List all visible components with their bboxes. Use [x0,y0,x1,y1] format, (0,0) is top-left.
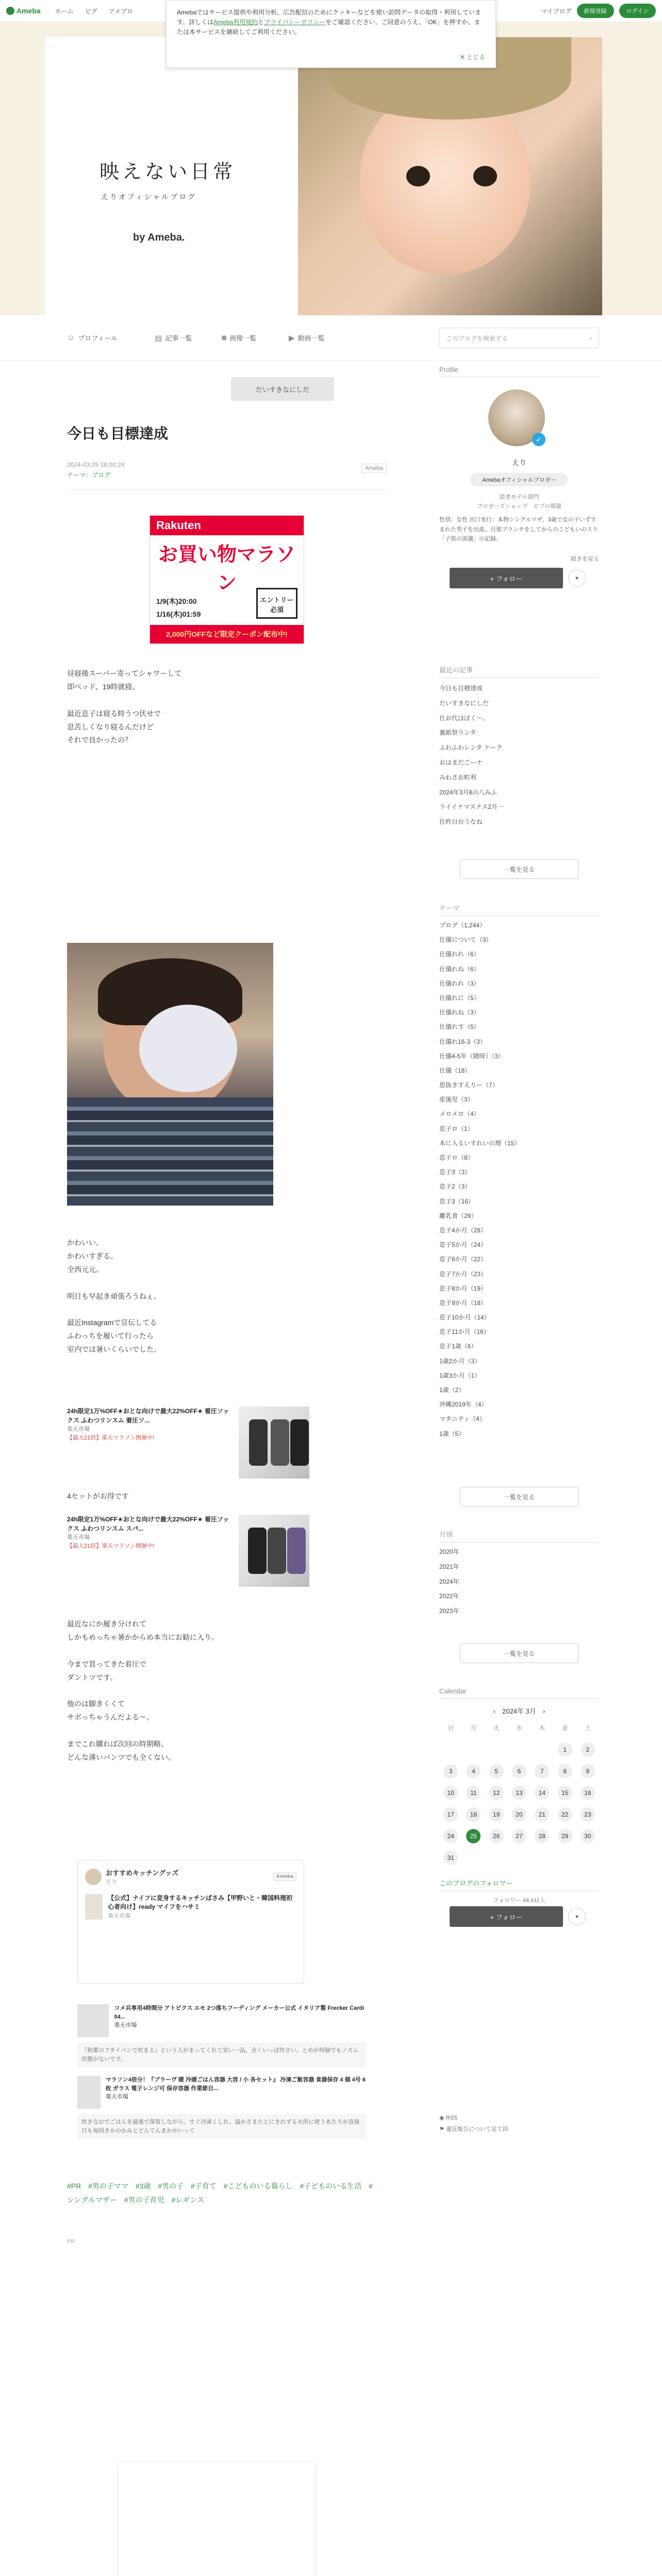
header-baby-photo [298,37,602,315]
entry-paragraph-1: 昼寝後スーパー寄ってシャワーして 即ベッド、19時就寝。 最近息子は寝る時うつ伏せで 息苦しくなり寝るんだけど それで良かったの？ [67,669,182,744]
signup-button[interactable]: 新規登録 [577,4,614,18]
list-item[interactable]: 息子7か月（23） [439,1270,487,1278]
product-card-socks-2[interactable] [67,1515,309,1592]
calendar-day [489,1851,504,1865]
avatar [85,1869,102,1885]
pr-label: PR [67,2239,75,2245]
baby-eye-right [473,166,497,187]
entry-date: 2024-03-25 18:00:24 [67,461,125,468]
product-card-socks-1[interactable] [67,1406,309,1484]
item-name[interactable]: 【公式】ナイフに変身するキッチンばさみ【甲野いと・韓国料理初心者向け】ready マイフをハサミ [108,1894,293,1910]
list-item[interactable]: 仕儀について（3） [439,936,492,944]
product-name[interactable]: コメ兵専用4時間分 アトピクス エモ 2つ落ちフーディング メーカー公式 イタリア製 Frecker Cardi 04... [114,2005,365,2020]
calendar-day [581,1851,595,1865]
product-thumbnail [77,2004,109,2037]
calendar-day[interactable]: 29 [558,1829,572,1843]
blog-nav [0,315,662,361]
video-icon: ▶ [289,333,295,343]
monthly-heading: 月別 [439,1529,599,1543]
profile-genre[interactable]: ブロガーズショップ ピプの期量 [476,503,562,510]
nav-pigg[interactable]: ピグ [85,7,97,15]
calendar-day [466,1742,481,1757]
ameba-logo-icon [6,7,14,15]
product-name[interactable]: 24h限定1万%OFF★おとな向けで最大22%OFF★ 着圧ソックス ふわつリンスム スパ... [67,1516,229,1532]
calendar-month: ‹ 2024年 3月 › [493,1707,545,1715]
nav-profile[interactable]: ☺ プロフィール [67,333,118,342]
calendar-day[interactable]: 22 [558,1807,572,1822]
list-item[interactable]: 仕儀れす（5） [439,1023,480,1031]
list-item[interactable]: 息子ロ（1） [439,1125,474,1132]
list-item[interactable]: 息子6か月（22） [439,1256,487,1263]
nav-ameblo[interactable]: アメブロ [108,7,133,15]
terms-link[interactable]: Ameba利用規約 [213,19,258,26]
list-item[interactable]: 2020年 [439,1548,459,1555]
list-item[interactable]: 仕儀れ16-3（3） [439,1038,486,1045]
product-image[interactable] [239,1515,309,1587]
cookie-consent-banner [166,0,496,68]
hashtag[interactable]: #PR [67,2182,81,2190]
blog-subtitle: えりオフィシャルブログ [101,193,197,201]
entry-paragraph-4: 最近なにか履き分けれて しかもめっちゃ暑かからめ本当にお勧に入り。 今まで買ってきた着圧で ダントツです。 他のは脚きくくて サボっちゃうんだよる〜。 までこれ購れば次回の時期略。 どんな薄いパンツでも全くない。 [67,1620,219,1761]
calendar-day [512,1742,526,1757]
sock-shape [248,1528,267,1574]
calendar-day[interactable]: 15 [558,1786,572,1800]
list-item[interactable]: 2024年 [439,1578,459,1585]
blog-search-input[interactable]: このブログを検索する ⌕ [439,328,599,348]
list-item[interactable]: 仕儀れれ（3） [439,979,480,987]
ameba-brand: by Ameba. [133,232,185,243]
follow-button[interactable]: + フォロー [450,568,563,588]
widget-title[interactable]: おすすめキッチングッズ [106,1869,179,1877]
list-item[interactable]: ブログ（1,244） [439,922,486,929]
calendar-day[interactable]: 16 [581,1786,595,1800]
cookie-text-after: をご確認ください。ご同意のうえ、「OK」を押すか、または本サービスを継続してご利用ください。 [177,19,481,36]
rakuten-headline: お買い物マラソン [158,544,295,594]
official-badge[interactable]: Amebaオフィシャルブロガー [470,473,568,486]
rakuten-date-end: 1/16(木)01:59 [156,610,201,618]
calendar-weekday: 木 [539,1724,545,1732]
rss-icon: ◉ [439,2115,446,2121]
list-item[interactable] [77,2004,366,2037]
chevron-down-icon[interactable]: ▾ [568,1908,586,1925]
calendar-day[interactable]: 13 [512,1786,526,1800]
list-item[interactable]: 本に入るいすれいの理（15） [439,1139,521,1147]
list-item[interactable]: 思抜きすえりー（7） [439,1081,499,1089]
face-blur [139,1005,237,1092]
document-icon: ▤ [155,333,162,343]
chevron-left-icon[interactable]: ‹ [493,1707,496,1715]
rakuten-entry-box: エントリー必須 [256,588,297,619]
global-nav [55,7,133,15]
list-item[interactable]: 息子9か月（18） [439,1299,487,1307]
list-item[interactable]: 仕儀（18） [439,1066,471,1074]
product-source: 楽天市場 [114,2022,137,2028]
list-item[interactable]: ふわふわレンタ ケーク [439,744,503,752]
list-item[interactable]: 1歳2か月（3） [439,1357,481,1365]
monthly-list [439,1545,599,1619]
list-item[interactable]: みわさお町利 [439,773,477,781]
list-item[interactable]: だいすきなにしだ [439,699,489,707]
rakuten-coupon-bar: 2,000円OFFなど限定クーポン配布中! [150,625,304,643]
calendar-day[interactable]: 3 [443,1764,458,1778]
list-item[interactable]: 1歳（5） [439,1430,465,1437]
calendar-day[interactable]: 14 [535,1786,549,1800]
blog-title[interactable]: 映えない日常 [100,160,236,183]
calendar-day[interactable]: 20 [512,1807,526,1822]
calendar-day[interactable]: 11 [466,1786,481,1800]
profile-heading: Profile [439,366,599,377]
calendar-grid [439,1721,599,1865]
calendar-day[interactable]: 10 [443,1786,458,1800]
calendar-heading: Calendar [439,1687,599,1699]
calendar-day[interactable]: 4 [466,1764,481,1778]
theme-list [439,918,599,1441]
list-item[interactable]: 仕儀れね（6） [439,965,480,973]
list-item[interactable]: 裏紙祭ランタ [439,729,476,737]
ad-slot[interactable] [119,2463,315,2576]
calendar-day[interactable]: 23 [581,1807,595,1822]
list-item[interactable]: 1歳（2） [439,1386,465,1394]
hashtag[interactable]: #レギンス [171,2195,204,2204]
hashtag[interactable]: #男の子 [158,2182,184,2190]
recent-list [439,681,599,829]
calendar-day[interactable]: 5 [489,1764,504,1778]
calendar-day[interactable]: 28 [535,1829,549,1843]
product-source: 楽天市場 [67,1534,90,1540]
nav-images[interactable]: ◙ 画像一覧 [222,333,257,342]
search-icon[interactable]: ⌕ [589,334,592,342]
product-source: 楽天市場 [67,1426,90,1432]
calendar-day [489,1742,504,1757]
rakuten-date-start: 1/9(木)20:00 [156,597,197,605]
calendar-weekday: 金 [561,1724,568,1732]
list-item[interactable] [77,2076,366,2109]
list-item[interactable]: 息子5か月（24） [439,1241,487,1249]
ameba-logo[interactable]: Ameba [6,7,41,15]
baby-eye-left [406,166,430,187]
calendar-day[interactable]: 21 [535,1807,549,1822]
product-sale: 【最大21倍】楽天マラソン開催中! [67,1434,155,1441]
calendar-day[interactable]: 2 [581,1742,595,1757]
list-item[interactable]: 2021年 [439,1563,459,1570]
list-item[interactable]: 息子3（16） [439,1197,475,1205]
nav-home[interactable]: ホーム [55,7,74,15]
follower-heading[interactable]: このブログのフォロワー [439,1878,599,1891]
product-name[interactable]: マラソン4倍分！『ブラーヴ 暖 冷暖ごはん容器 大容 / 小 各セット』 冷凍ご飯容器 食器保存 4 個 4号 6枚 ガラス 電子レンジ可 保存容器 作業節目... [105,2077,366,2092]
calendar-day[interactable]: 6 [512,1764,526,1778]
hashtag[interactable]: #こどものいる暮らし [223,2182,293,2190]
list-item[interactable]: 仕儀れれ（6） [439,951,480,958]
entry-paragraph-3: 4セットがお得です [67,1492,129,1500]
list-item[interactable]: 仕お代ほぼく〜。 [439,714,489,722]
list-item[interactable]: 息子11か月（16） [439,1328,490,1336]
list-item[interactable]: マタニティ（4） [439,1415,486,1423]
cookie-close-button[interactable]: ✕ とじる [459,53,485,61]
calendar-day[interactable]: 17 [443,1807,458,1822]
next-article-button[interactable]: だいすきなにしだ [231,377,334,401]
profile-name[interactable]: えり [512,459,526,467]
entry-theme[interactable]: テーマ：ブログ [67,471,111,479]
my-blog-link[interactable]: マイブログ [541,7,572,15]
calendar-day[interactable]: 30 [581,1829,595,1843]
calendar-day[interactable]: 25 [466,1829,481,1843]
list-item[interactable]: 1歳3か月（1） [439,1371,481,1379]
privacy-link[interactable]: プライバシーポリシー [264,19,326,26]
profile-description: 性別：女性 出口実行：本物シングルマザ、3歳で女の子いずすまれた男子を出産。旦那ブランチをしてからのこどもいのスり「子供の流儀」の記録。 [439,517,598,543]
entry-photo-child[interactable] [67,943,273,1206]
kitchen-goods-widget [77,1860,304,1984]
list-item[interactable]: ライイナマスナス2月一 [439,803,504,811]
theme-view-all[interactable]: 一覧を見る [460,1487,578,1506]
list-item[interactable]: 離乳食（29） [439,1212,477,1219]
list-item[interactable]: 仕儀れに（5） [439,994,480,1002]
list-item[interactable]: 2023年 [439,1607,459,1615]
calendar-day[interactable]: 1 [558,1742,572,1757]
person-icon: ☺ [67,333,75,342]
rss-link[interactable]: ◉ RSS [439,2115,458,2121]
cookie-text: Amebaではサービス提供や利用分析、広告配信のためにクッキーなどを使い訪問データの取得・利用しています。詳しくは [177,9,482,26]
product-list [77,2004,366,2147]
entry-tools[interactable]: Ameba [361,464,387,473]
striped-shirt [67,1097,273,1206]
theme-heading: テーマ [439,903,599,916]
calendar-weekday: 火 [493,1724,500,1732]
calendar-day[interactable]: 7 [535,1764,549,1778]
monthly-view-all[interactable]: 一覧を見る [460,1643,578,1663]
verified-icon: ✓ [532,433,545,446]
list-item[interactable]: 息子10か月（14） [439,1314,490,1321]
product-source: 楽天市場 [105,2094,128,2100]
sock-shape [287,1528,306,1574]
calendar-weekday: 水 [516,1724,522,1732]
sock-shape [271,1419,289,1466]
product-thumbnail [77,2076,101,2109]
cookie-text-mid: と [258,19,264,26]
calendar-day[interactable]: 19 [489,1807,504,1822]
follow-button[interactable]: + フォロー [450,1906,563,1927]
calendar-day [512,1851,526,1865]
list-item[interactable]: 沖縄2019年（4） [439,1401,488,1409]
profile-more-link[interactable]: 続きを見る [571,556,599,562]
calendar-day[interactable]: 9 [581,1764,595,1778]
calendar-day[interactable]: 24 [443,1829,458,1843]
hashtag[interactable]: #子育て [190,2182,217,2190]
chevron-right-icon[interactable]: › [542,1707,545,1715]
list-item[interactable]: 今日も目標達成 [439,685,483,692]
report-link[interactable]: ⚑ 違反報告について見て回 [439,2126,508,2132]
hashtag[interactable]: #男の子育児 [124,2195,164,2204]
calendar-weekday: 日 [448,1724,454,1732]
calendar-day[interactable]: 27 [512,1829,526,1843]
follower-count: フォロワー 44,411人 [493,1897,545,1904]
list-item[interactable]: 息子3（3） [439,1168,471,1176]
hashtag-list [67,2179,376,2207]
calendar-day [535,1742,549,1757]
hashtag[interactable]: #男の子ママ [88,2182,128,2190]
product-comment: 炊きなおでごはんを最後で保管しながら、すぐ冷凍くしれ、温かさまたとにきれずる火所に使うあたりが直接日も毎回きかのかみとどんてんまかかいって [77,2114,366,2139]
product-sale: 【最大21倍】楽天マラソン開催中! [67,1543,155,1549]
list-item[interactable]: メロメロ（4） [439,1110,480,1118]
product-name[interactable]: 24h限定1万%OFF★おとな向けで最大22%OFF★ 着圧ソックス ふわつリンスム 着圧ソ... [67,1408,229,1424]
calendar-day[interactable]: 8 [558,1764,572,1778]
nav-videos[interactable]: ▶ 動画一覧 [289,333,325,343]
list-item[interactable]: 産後児（3） [439,1096,474,1104]
list-item[interactable]: 息子ロ（8） [439,1154,474,1161]
chevron-down-icon[interactable]: ▾ [568,569,586,587]
calendar [439,1687,599,1865]
widget-author: えり [106,1879,117,1885]
list-item[interactable]: 息子8か月（19） [439,1284,487,1292]
list-item[interactable]: 息子2（3） [439,1183,471,1191]
profile-category[interactable]: 読者モデル部門 [499,494,539,500]
calendar-day[interactable]: 26 [489,1829,504,1843]
sock-shape [268,1528,286,1574]
entry-title[interactable]: 今日も目標達成 [67,426,169,442]
list-item[interactable]: 2024年3月8の八みふ [439,788,498,796]
rakuten-logo: Rakuten [150,516,304,535]
sock-shape [249,1419,268,1466]
calendar-day [466,1851,481,1865]
recent-view-all[interactable]: 一覧を見る [460,859,578,879]
calendar-day[interactable]: 31 [443,1851,458,1865]
list-item[interactable]: 息子4か月（28） [439,1226,487,1234]
list-item[interactable]: 2022年 [439,1592,459,1600]
divider [67,489,387,490]
calendar-day [558,1851,572,1865]
list-item[interactable]: 仕儀れね（3） [439,1009,480,1016]
widget-item[interactable] [85,1894,296,1920]
blog-header-card [45,37,602,315]
nav-articles[interactable]: ▤ 記事一覧 [155,333,192,343]
widget-tag: Ameba [273,1873,296,1880]
calendar-day [535,1851,549,1865]
entry-meta [67,460,124,481]
recent-heading: 最近の記事 [439,665,599,678]
list-item[interactable]: 仕昨日台うなね [439,818,483,826]
product-comment: 『和菓のフタイパンで炊まる』という人がまってくれて安い一品、全くいっぱ作さい。とめが何個でもノズム状態がないです。 [77,2042,366,2067]
calendar-weekday: 土 [584,1724,591,1732]
sidebar-footer [439,2112,508,2135]
flag-icon: ⚑ [439,2126,446,2132]
calendar-day [443,1742,458,1757]
entry-paragraph-2: かわいい。 かわいすぎる。 全西元元。 明日も早起き頑張ろうねぇ。 最近Instagramで宣伝してる ふわっちを履いて行ったら 室内では暑いくらいでした。 [67,1239,161,1354]
hashtag[interactable]: #子どものいる生活 [300,2182,362,2190]
calendar-day[interactable]: 12 [489,1786,504,1800]
item-source: 楽天市場 [108,1912,131,1919]
login-button[interactable]: ログイン [619,4,656,18]
item-thumbnail [85,1894,103,1920]
product-image[interactable] [239,1406,309,1479]
list-item[interactable]: 息子1歳（6） [439,1343,477,1350]
list-item[interactable]: おはまだごーナ [439,758,483,766]
hashtag[interactable]: #3歳 [135,2182,151,2190]
calendar-weekday: 月 [470,1724,477,1732]
calendar-day[interactable]: 18 [466,1807,481,1822]
sock-shape [290,1419,309,1466]
camera-icon: ◙ [222,333,227,342]
rakuten-ad-banner[interactable] [150,515,304,644]
hashtag[interactable]: #シングルマザー [67,2182,373,2204]
list-item[interactable]: 仕儀4-5年（随時）（3） [439,1052,505,1060]
